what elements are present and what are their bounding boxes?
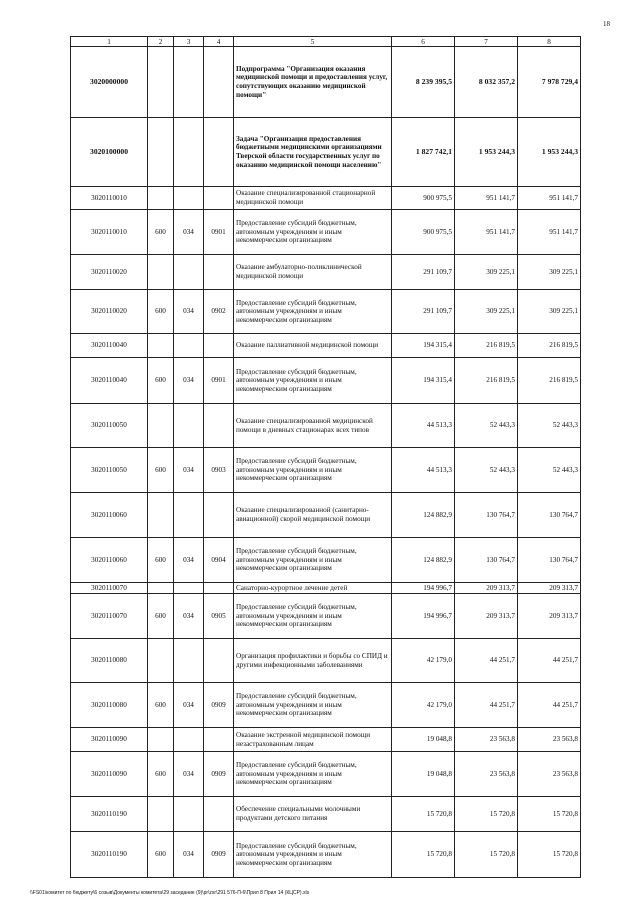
table-row [71, 358, 581, 404]
row-name-cell: Предоставление субсидий бюджетным, автономным учреждениям и иным некоммерческим организациям [234, 448, 392, 493]
row-value7-cell: 52 443,3 [455, 404, 518, 448]
row-col4-cell [204, 639, 234, 683]
table-row [71, 255, 581, 290]
row-code-cell: 3020110080 [71, 639, 148, 683]
row-name-cell: Предоставление субсидий бюджетным, автономным учреждениям и иным некоммерческим организациям [234, 358, 392, 404]
row-col4-cell: 0909 [204, 683, 234, 728]
row-value6-cell: 124 882,9 [392, 538, 455, 583]
page-number: 18 [603, 20, 610, 28]
table-row [71, 538, 581, 583]
row-name-cell: Предоставление субсидий бюджетным, автономным учреждениям и иным некоммерческим организациям [234, 752, 392, 797]
row-col2-cell: 600 [148, 210, 174, 255]
row-value8-cell: 216 819,5 [518, 334, 581, 358]
row-code-cell: 3020110080 [71, 683, 148, 728]
row-col3-cell [174, 797, 204, 832]
row-value8-cell: 309 225,1 [518, 255, 581, 290]
row-col2-cell: 600 [148, 290, 174, 334]
row-value6-cell: 19 048,8 [392, 752, 455, 797]
row-col3-cell: 034 [174, 448, 204, 493]
table-row [71, 594, 581, 639]
row-value7-cell: 130 764,7 [455, 493, 518, 538]
header-cell: 1 [71, 37, 148, 47]
row-col2-cell: 600 [148, 832, 174, 878]
row-value8-cell: 23 563,8 [518, 728, 581, 752]
row-code-cell: 3020110070 [71, 594, 148, 639]
row-col2-cell [148, 118, 174, 187]
row-name-cell: Оказание специализированной (санитарно-авиационной) скорой медицинской помощи [234, 493, 392, 538]
row-name-cell: Предоставление субсидий бюджетным, автономным учреждениям и иным некоммерческим организациям [234, 594, 392, 639]
row-col3-cell [174, 334, 204, 358]
row-value8-cell: 309 225,1 [518, 290, 581, 334]
row-col2-cell: 600 [148, 752, 174, 797]
row-value7-cell: 23 563,8 [455, 728, 518, 752]
row-col3-cell: 034 [174, 538, 204, 583]
row-value7-cell: 23 563,8 [455, 752, 518, 797]
row-col3-cell [174, 404, 204, 448]
row-code-cell: 3020110020 [71, 290, 148, 334]
row-col3-cell: 034 [174, 210, 204, 255]
table-row [71, 493, 581, 538]
row-code-cell: 3020000000 [71, 47, 148, 118]
row-code-cell: 3020110040 [71, 358, 148, 404]
row-name-cell: Предоставление субсидий бюджетным, автономным учреждениям и иным некоммерческим организациям [234, 210, 392, 255]
row-value7-cell: 309 225,1 [455, 290, 518, 334]
table-row [71, 404, 581, 448]
row-col2-cell [148, 334, 174, 358]
table-row [71, 832, 581, 878]
table-row [71, 797, 581, 832]
row-col4-cell [204, 728, 234, 752]
row-code-cell: 3020110190 [71, 832, 148, 878]
table-row [71, 639, 581, 683]
row-col2-cell [148, 255, 174, 290]
row-col4-cell [204, 404, 234, 448]
header-cell: 7 [455, 37, 518, 47]
row-col3-cell [174, 187, 204, 210]
header-cell: 5 [234, 37, 392, 47]
row-col2-cell [148, 47, 174, 118]
row-code-cell: 3020110010 [71, 210, 148, 255]
row-col4-cell [204, 797, 234, 832]
header-cell: 2 [148, 37, 174, 47]
table-row [71, 47, 581, 118]
row-col3-cell: 034 [174, 594, 204, 639]
row-code-cell: 3020110060 [71, 538, 148, 583]
row-value8-cell: 15 720,8 [518, 832, 581, 878]
row-value6-cell: 291 109,7 [392, 290, 455, 334]
row-value6-cell: 42 179,0 [392, 683, 455, 728]
row-value7-cell: 209 313,7 [455, 594, 518, 639]
row-value7-cell: 1 953 244,3 [455, 118, 518, 187]
row-code-cell: 3020110090 [71, 728, 148, 752]
row-value8-cell: 130 764,7 [518, 493, 581, 538]
row-value8-cell: 44 251,7 [518, 639, 581, 683]
table-row [71, 728, 581, 752]
row-name-cell: Оказание амбулаторно-поликлинической медицинской помощи [234, 255, 392, 290]
row-value6-cell: 194 315,4 [392, 334, 455, 358]
row-col2-cell [148, 639, 174, 683]
row-value6-cell: 42 179,0 [392, 639, 455, 683]
row-name-cell: Санаторно-курортное лечение детей [234, 583, 392, 594]
table-row [71, 290, 581, 334]
row-value6-cell: 900 975,5 [392, 187, 455, 210]
row-name-cell: Оказание специализированной медицинской помощи в дневных стационарах всех типов [234, 404, 392, 448]
row-value7-cell: 52 443,3 [455, 448, 518, 493]
row-col2-cell [148, 493, 174, 538]
row-name-cell: Предоставление субсидий бюджетным, автономным учреждениям и иным некоммерческим организациям [234, 290, 392, 334]
table-row [71, 683, 581, 728]
header-cell: 3 [174, 37, 204, 47]
row-code-cell: 3020110060 [71, 493, 148, 538]
row-value7-cell: 216 819,5 [455, 358, 518, 404]
row-value6-cell: 194 996,7 [392, 594, 455, 639]
row-value6-cell: 124 882,9 [392, 493, 455, 538]
row-value8-cell: 52 443,3 [518, 448, 581, 493]
row-col3-cell [174, 728, 204, 752]
row-name-cell: Предоставление субсидий бюджетным, автономным учреждениям и иным некоммерческим организациям [234, 538, 392, 583]
row-col3-cell: 034 [174, 683, 204, 728]
row-value8-cell: 209 313,7 [518, 583, 581, 594]
row-value6-cell: 44 513,3 [392, 448, 455, 493]
row-col4-cell [204, 334, 234, 358]
row-col3-cell [174, 255, 204, 290]
header-cell: 8 [518, 37, 581, 47]
row-value7-cell: 8 032 357,2 [455, 47, 518, 118]
row-col2-cell: 600 [148, 358, 174, 404]
row-value6-cell: 291 109,7 [392, 255, 455, 290]
header-cell: 4 [204, 37, 234, 47]
header-row [71, 37, 581, 47]
row-value7-cell: 209 313,7 [455, 583, 518, 594]
row-name-cell: Задача "Организация предоставления бюджетными медицинскими организациями Тверской области государственных услуг по оказанию медицинской помощи населению" [234, 118, 392, 187]
row-col3-cell: 034 [174, 832, 204, 878]
row-col3-cell: 034 [174, 290, 204, 334]
row-value7-cell: 216 819,5 [455, 334, 518, 358]
row-value6-cell: 1 827 742,1 [392, 118, 455, 187]
row-col4-cell [204, 583, 234, 594]
row-col2-cell: 600 [148, 594, 174, 639]
row-col2-cell: 600 [148, 538, 174, 583]
header-cell: 6 [392, 37, 455, 47]
row-value8-cell: 951 141,7 [518, 187, 581, 210]
table-row [71, 752, 581, 797]
row-value6-cell: 15 720,8 [392, 797, 455, 832]
row-value8-cell: 951 141,7 [518, 210, 581, 255]
row-code-cell: 3020110040 [71, 334, 148, 358]
row-col3-cell [174, 583, 204, 594]
row-col4-cell: 0901 [204, 358, 234, 404]
row-value8-cell: 44 251,7 [518, 683, 581, 728]
row-col2-cell [148, 728, 174, 752]
row-value6-cell: 8 239 395,5 [392, 47, 455, 118]
row-code-cell: 3020110010 [71, 187, 148, 210]
table-row [71, 334, 581, 358]
row-value6-cell: 194 315,4 [392, 358, 455, 404]
row-value7-cell: 15 720,8 [455, 832, 518, 878]
row-col4-cell: 0905 [204, 594, 234, 639]
row-col4-cell: 0902 [204, 290, 234, 334]
row-code-cell: 3020100000 [71, 118, 148, 187]
row-code-cell: 3020110070 [71, 583, 148, 594]
row-code-cell: 3020110090 [71, 752, 148, 797]
row-code-cell: 3020110050 [71, 448, 148, 493]
row-col2-cell [148, 583, 174, 594]
row-col3-cell: 034 [174, 752, 204, 797]
row-value8-cell: 15 720,8 [518, 797, 581, 832]
row-col3-cell [174, 493, 204, 538]
table-row [71, 210, 581, 255]
row-value7-cell: 130 764,7 [455, 538, 518, 583]
row-value8-cell: 216 819,5 [518, 358, 581, 404]
row-value7-cell: 44 251,7 [455, 683, 518, 728]
row-code-cell: 3020110190 [71, 797, 148, 832]
row-col4-cell: 0904 [204, 538, 234, 583]
row-col4-cell: 0909 [204, 832, 234, 878]
table-row [71, 187, 581, 210]
row-value6-cell: 44 513,3 [392, 404, 455, 448]
row-col4-cell [204, 47, 234, 118]
table-row [71, 118, 581, 187]
row-col4-cell: 0901 [204, 210, 234, 255]
row-code-cell: 3020110020 [71, 255, 148, 290]
row-value7-cell: 15 720,8 [455, 797, 518, 832]
row-value8-cell: 23 563,8 [518, 752, 581, 797]
budget-table [70, 36, 581, 878]
row-name-cell: Предоставление субсидий бюджетным, автономным учреждениям и иным некоммерческим организациям [234, 683, 392, 728]
row-col4-cell [204, 493, 234, 538]
row-name-cell: Оказание паллиативной медицинской помощи [234, 334, 392, 358]
row-value6-cell: 194 996,7 [392, 583, 455, 594]
row-col2-cell: 600 [148, 448, 174, 493]
row-value8-cell: 209 313,7 [518, 594, 581, 639]
file-path-footer: \\FS01\комитет по бюджету\6 созыв\Документы комитета\29 заседание (9)\pr\zsr\291 576-П-6\Прил 8 Прил 14 (КЦСР).xls [30, 890, 310, 896]
row-col4-cell [204, 187, 234, 210]
row-col3-cell [174, 118, 204, 187]
row-value8-cell: 52 443,3 [518, 404, 581, 448]
row-name-cell: Подпрограмма "Организация оказания медицинской помощи и предоставления услуг, сопутствующих оказанию медицинской помощи" [234, 47, 392, 118]
row-value6-cell: 900 975,5 [392, 210, 455, 255]
row-value6-cell: 15 720,8 [392, 832, 455, 878]
row-col2-cell [148, 797, 174, 832]
row-name-cell: Оказание экстренной медицинской помощи незастрахованным лицам [234, 728, 392, 752]
table-row [71, 583, 581, 594]
row-name-cell: Предоставление субсидий бюджетным, автономным учреждениям и иным некоммерческим организациям [234, 832, 392, 878]
row-col2-cell: 600 [148, 683, 174, 728]
row-value8-cell: 7 978 729,4 [518, 47, 581, 118]
row-col3-cell [174, 47, 204, 118]
row-name-cell: Оказание специализированной стационарной медицинской помощи [234, 187, 392, 210]
row-col3-cell: 034 [174, 358, 204, 404]
row-code-cell: 3020110050 [71, 404, 148, 448]
row-value6-cell: 19 048,8 [392, 728, 455, 752]
row-col3-cell [174, 639, 204, 683]
row-col4-cell: 0903 [204, 448, 234, 493]
row-name-cell: Организация профилактики и борьбы со СПИД и другими инфекционными заболеваниями [234, 639, 392, 683]
row-value8-cell: 130 764,7 [518, 538, 581, 583]
row-value7-cell: 951 141,7 [455, 187, 518, 210]
row-col2-cell [148, 404, 174, 448]
row-col4-cell [204, 118, 234, 187]
row-col4-cell: 0909 [204, 752, 234, 797]
row-col2-cell [148, 187, 174, 210]
table-row [71, 448, 581, 493]
row-col4-cell [204, 255, 234, 290]
row-value8-cell: 1 953 244,3 [518, 118, 581, 187]
row-value7-cell: 951 141,7 [455, 210, 518, 255]
row-value7-cell: 44 251,7 [455, 639, 518, 683]
row-value7-cell: 309 225,1 [455, 255, 518, 290]
row-name-cell: Обеспечение специальными молочными продуктами детского питания [234, 797, 392, 832]
